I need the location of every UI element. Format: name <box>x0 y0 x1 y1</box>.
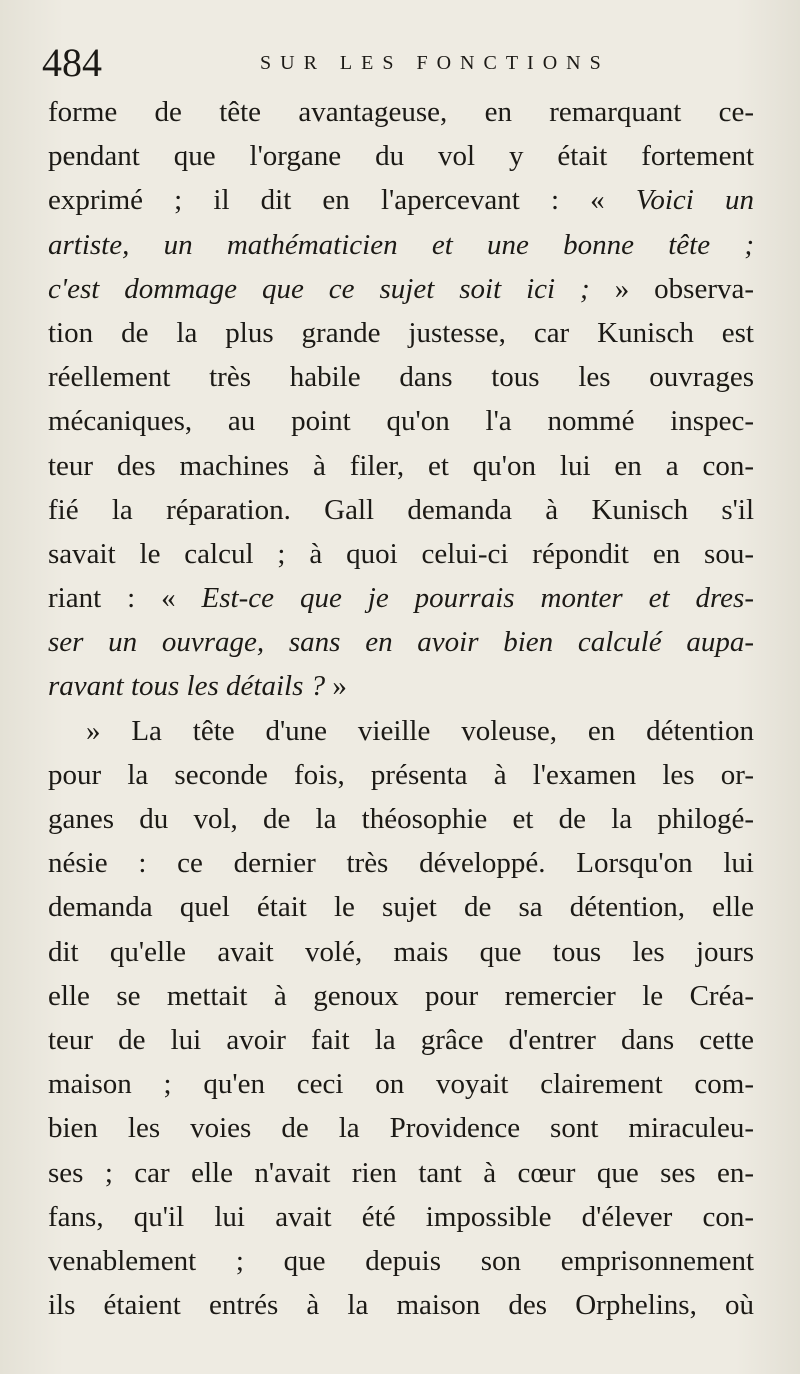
text-line <box>48 576 754 620</box>
text-line <box>48 178 754 222</box>
text-line <box>48 1239 754 1283</box>
text-run: pendant que l'organe du vol y était fortement <box>48 140 754 173</box>
text-line <box>48 930 754 974</box>
text-line <box>48 223 754 267</box>
text-run: » La tête d'une vieille voleuse, en détention <box>86 714 754 747</box>
italic-text-run: artiste, un mathématicien et une bonne tête ; <box>48 228 754 261</box>
text-run: demanda quel était le sujet de sa détention, elle <box>48 891 754 924</box>
italic-text-run: c'est dommage que ce sujet soit ici ; <box>48 272 590 305</box>
text-run: mécaniques, au point qu'on l'a nommé inspec- <box>48 405 754 438</box>
text-run: forme de tête avantageuse, en remarquant ce- <box>48 96 754 128</box>
text-line <box>48 1018 754 1062</box>
text-line <box>48 444 754 488</box>
running-head: SUR LES FONCTIONS <box>260 52 610 74</box>
text-run: » <box>325 670 347 703</box>
text-line <box>48 355 754 399</box>
text-run: elle se mettait à genoux pour remercier le Créa- <box>48 979 754 1012</box>
italic-text-run: ravant tous les détails ? <box>48 670 326 703</box>
text-line <box>48 90 754 134</box>
text-line <box>48 1062 754 1106</box>
text-line <box>48 1151 754 1195</box>
text-run: teur de lui avoir fait la grâce d'entrer dans cette <box>48 1023 754 1056</box>
text-run: fans, qu'il lui avait été impossible d'élever con- <box>48 1200 754 1233</box>
text-line <box>48 753 754 797</box>
text-line <box>48 1195 754 1239</box>
text-run: savait le calcul ; à quoi celui-ci répondit en sou- <box>48 537 754 570</box>
text-run: » observa- <box>589 272 754 305</box>
text-line <box>48 885 754 929</box>
text-run: réellement très habile dans tous les ouvrages <box>48 361 754 394</box>
text-run: ganes du vol, de la théosophie et de la philogé- <box>48 803 754 835</box>
italic-text-run: Voici un <box>635 184 754 217</box>
text-line <box>48 620 754 664</box>
italic-text-run: Est-ce que je pourrais monter et dres- <box>201 582 754 615</box>
text-run: exprimé ; il dit en l'apercevant : « <box>48 184 636 217</box>
text-line <box>48 797 754 841</box>
text-run: ses ; car elle n'avait rien tant à cœur que ses en- <box>48 1156 754 1189</box>
text-line <box>48 267 754 311</box>
text-run: dit qu'elle avait volé, mais que tous les jours <box>48 935 754 968</box>
text-run: nésie : ce dernier très développé. Lorsqu'on lui <box>48 847 754 880</box>
text-line <box>48 664 754 708</box>
page-number: 484 <box>42 40 102 85</box>
text-line <box>48 532 754 576</box>
body-text <box>48 90 754 1327</box>
text-line <box>48 1283 754 1327</box>
text-run: fié la réparation. Gall demanda à Kunisch s'il <box>48 493 754 526</box>
text-line <box>48 974 754 1018</box>
text-run: maison ; qu'en ceci on voyait clairement com- <box>48 1068 754 1101</box>
text-run: pour la seconde fois, présenta à l'examen les or- <box>48 758 754 791</box>
text-run: tion de la plus grande justesse, car Kunisch est <box>48 316 754 349</box>
text-run: venablement ; que depuis son emprisonnement <box>48 1244 754 1277</box>
text-line <box>48 488 754 532</box>
text-line <box>48 841 754 885</box>
text-line <box>48 709 754 753</box>
italic-text-run: ser un ouvrage, sans en avoir bien calculé aupa- <box>48 626 754 659</box>
text-run: ils étaient entrés à la maison des Orphelins, où <box>48 1289 754 1322</box>
page-header <box>42 38 758 88</box>
text-line <box>48 311 754 355</box>
text-line <box>48 399 754 443</box>
text-line <box>48 1106 754 1150</box>
text-line <box>48 134 754 178</box>
text-run: bien les voies de la Providence sont miraculeu- <box>48 1112 754 1145</box>
text-run: riant : « <box>48 582 202 615</box>
text-run: teur des machines à filer, et qu'on lui en a con- <box>48 449 754 482</box>
